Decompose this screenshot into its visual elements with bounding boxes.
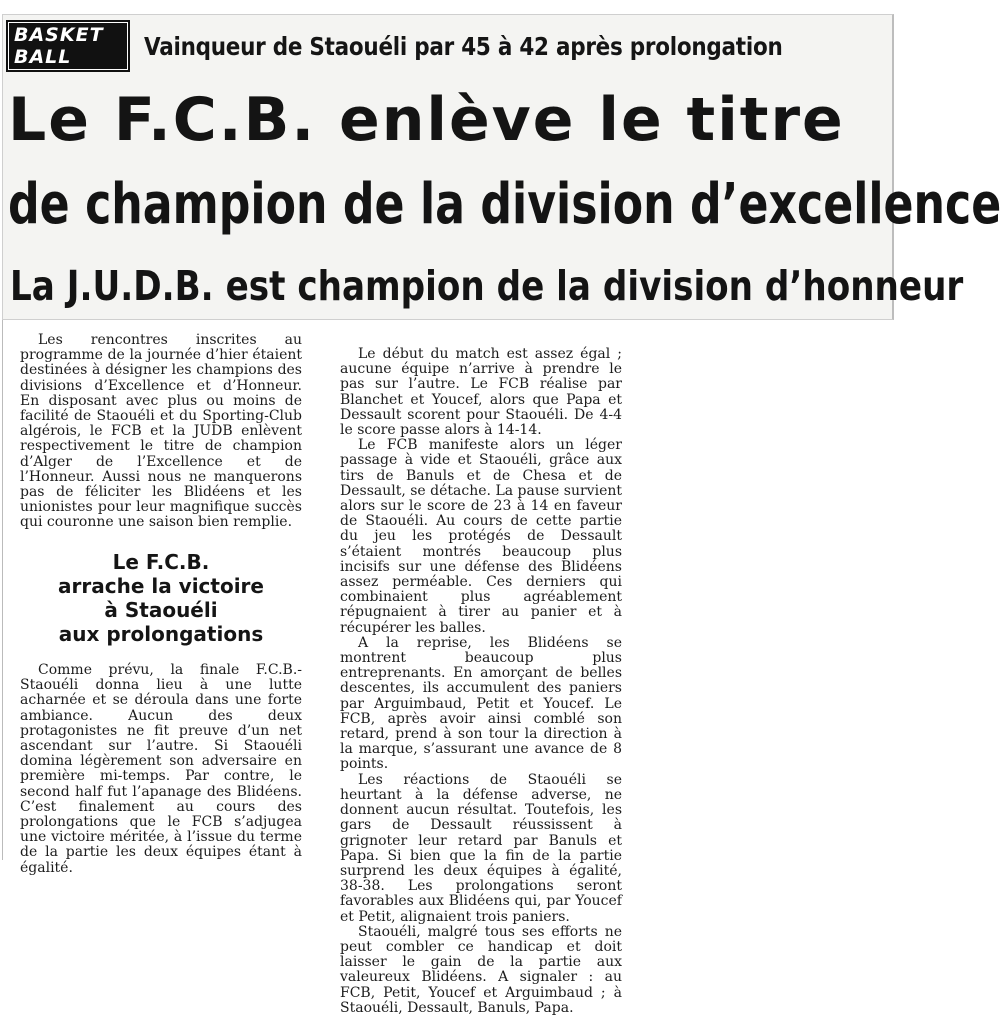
- kicker-row: [6, 26, 886, 66]
- body-paragraph: Le FCB manifeste alors un léger passage à vide et Staouéli, grâce aux tirs de Banuls et de Chesa et de Dessault, se détache. La pause survient alors sur le score de 23 à 14 en faveur de Staouéli. Au cours de cette partie du jeu les protégés de Dessault s’étaient montrés beaucoup plus incisifs sur une défense des Blidéens assez perméable. Ces derniers qui combinaient plus agréablement répugnaient à tirer au panier et à récupérer les balles.: [340, 437, 622, 636]
- kicker-headline: Vainqueur de Staouéli par 45 à 42 après prolongation: [143, 31, 783, 61]
- main-headline: Le F.C.B. enlève le titre: [8, 85, 845, 155]
- subheading-line: aux prolongations: [58, 622, 264, 646]
- headline-line-2: de champion de la division d’excellence: [8, 172, 1001, 237]
- body-paragraph: Staouéli, malgré tous ses efforts ne peut combler ce handicap et doit laisser le gain de la partie aux valeureux Blidéens. A signaler : au FCB, Petit, Youcef et Arguimbaud ; à Staouéli, Dessault, Banuls, Papa.: [340, 923, 622, 1016]
- intro-column: [20, 333, 302, 531]
- subheading: [20, 550, 302, 646]
- body-paragraph: Comme prévu, la finale F.C.B.-Staouéli donna lieu à une lutte acharnée et se déroula dans une forte ambiance. Aucun des deux protagonistes ne fit preuve d’un net ascendant sur l’autre. Si Staouéli domina légèrement son adversaire en première mi-temps. Par contre, le second half fut l’apanage des Blidéens. C’est finalement au cours des prolongations que le FCB s’adjugea une victoire méritée, à l’issue du terme de la partie les deux équipes étant à égalité.: [20, 662, 302, 876]
- subheading-line: à Staouéli: [104, 598, 218, 622]
- section-badge: BASKET BALL: [6, 20, 130, 72]
- body-paragraph: A la reprise, les Blidéens se montrent beaucoup plus entreprenants. En amorçant de belles descentes, ils accumulent des paniers par Arguimbaud, Petit et Youcef. Le FCB, après avoir ainsi comblé son retard, prend à son tour la direction à la marque, s’assurant une avance de 8 points.: [340, 634, 622, 773]
- right-column: [340, 347, 622, 1016]
- secondary-headline: La J.U.D.B. est champion de la division d’honneur: [10, 262, 964, 310]
- subheading-line: arrache la victoire: [58, 574, 264, 598]
- body-paragraph: Les réactions de Staouéli se heurtant à la défense adverse, ne donnent aucun résultat. Toutefois, les gars de Dessault réussissent à grignoter leur retard par Banuls et Papa. Si bien que la fin de la partie surprend les deux équipes à égalité, 38-38. Les prolongations seront favorables aux Blidéens qui, par Youcef et Petit, alignaient trois paniers.: [340, 771, 622, 925]
- left-body-column: [20, 663, 302, 876]
- subheading-line: Le F.C.B.: [112, 550, 210, 574]
- intro-paragraph: Les rencontres inscrites au programme de la journée d’hier étaient destinées à désigner les champions des divisions d’Excellence et d’Honneur. En disposant avec plus ou moins de facilité de Staouéli et du Sporting-Club algérois, le FCB et la JUDB enlèvent respectivement le titre de champion d’Alger de l’Excellence et de l’Honneur. Aussi nous ne manquerons pas de féliciter les Blidéens et les unionistes pour leur magnifique succès qui couronne une saison bien remplie.: [20, 332, 302, 531]
- column-rule: [2, 320, 3, 860]
- body-paragraph: Le début du match est assez égal ; aucune équipe n’arrive à prendre le pas sur l’autre. Le FCB réalise par Blanchet et Youcef, alors que Papa et Dessault scorent pour Staouéli. De 4-4 le score passe alors à 14-14.: [340, 346, 622, 439]
